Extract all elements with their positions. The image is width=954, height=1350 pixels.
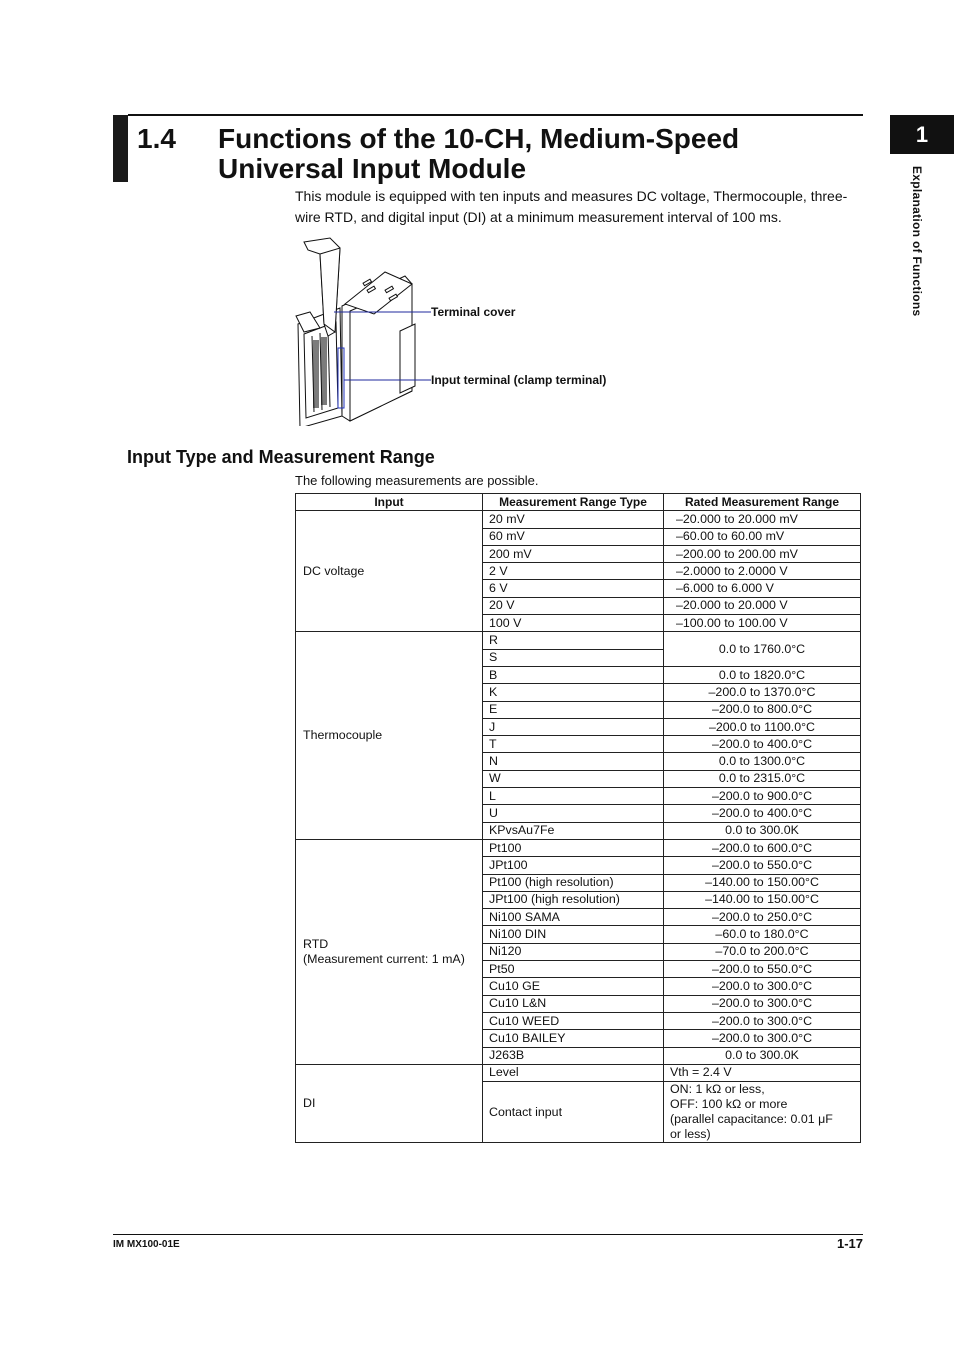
rated-range: –60.00 to 60.00 mV xyxy=(664,528,861,545)
rated-range: –200.0 to 400.0°C xyxy=(664,736,861,753)
rated-range: 0.0 to 2315.0°C xyxy=(664,770,861,787)
range-type: 2 V xyxy=(483,563,664,580)
measurement-range-table xyxy=(295,493,861,1143)
rated-range: –200.0 to 550.0°C xyxy=(664,961,861,978)
rated-range: –70.0 to 200.0°C xyxy=(664,943,861,960)
range-type: J xyxy=(483,718,664,735)
rated-range: ON: 1 kΩ or less, OFF: 100 kΩ or more (parallel capacitance: 0.01 μF or less) xyxy=(664,1082,861,1143)
range-type: Cu10 WEED xyxy=(483,1012,664,1029)
rated-range: –200.0 to 250.0°C xyxy=(664,909,861,926)
range-type: 20 mV xyxy=(483,511,664,528)
range-type: 60 mV xyxy=(483,528,664,545)
range-type: R xyxy=(483,632,664,649)
rated-range: Vth = 2.4 V xyxy=(664,1064,861,1081)
rated-range: –200.0 to 1100.0°C xyxy=(664,718,861,735)
range-type: 200 mV xyxy=(483,545,664,562)
range-type: S xyxy=(483,649,664,666)
footer-page-number: 1-17 xyxy=(836,1236,863,1251)
rated-range: –200.0 to 900.0°C xyxy=(664,788,861,805)
range-type: Ni120 xyxy=(483,943,664,960)
rated-range: –200.0 to 550.0°C xyxy=(664,857,861,874)
range-type: Cu10 BAILEY xyxy=(483,1030,664,1047)
chapter-tab[interactable]: 1 xyxy=(890,115,954,154)
range-type: 100 V xyxy=(483,615,664,632)
range-type: U xyxy=(483,805,664,822)
col-header-range-type: Measurement Range Type xyxy=(483,494,664,511)
rated-range: –6.000 to 6.000 V xyxy=(664,580,861,597)
range-type: Pt100 xyxy=(483,839,664,856)
rated-range: –20.000 to 20.000 mV xyxy=(664,511,861,528)
section-title-bar xyxy=(113,115,128,182)
range-type: Pt50 xyxy=(483,961,664,978)
table-row xyxy=(296,839,861,856)
group-dc-voltage: DC voltage xyxy=(296,511,483,632)
range-type: Pt100 (high resolution) xyxy=(483,874,664,891)
group-di: DI xyxy=(296,1064,483,1142)
table-row xyxy=(296,632,861,649)
range-type: Contact input xyxy=(483,1082,664,1143)
rated-range: –200.0 to 300.0°C xyxy=(664,1030,861,1047)
range-type: Ni100 SAMA xyxy=(483,909,664,926)
rated-range: –2.0000 to 2.0000 V xyxy=(664,563,861,580)
range-type: Cu10 L&N xyxy=(483,995,664,1012)
col-header-input: Input xyxy=(296,494,483,511)
label-terminal-cover: Terminal cover xyxy=(431,305,516,319)
range-type: JPt100 xyxy=(483,857,664,874)
rated-range: –60.0 to 180.0°C xyxy=(664,926,861,943)
rated-range: –200.0 to 300.0°C xyxy=(664,995,861,1012)
footer-rule xyxy=(113,1234,863,1235)
rated-range: –200.0 to 300.0°C xyxy=(664,978,861,995)
table-row xyxy=(296,511,861,528)
range-type: E xyxy=(483,701,664,718)
rated-range: 0.0 to 1300.0°C xyxy=(664,753,861,770)
range-type: B xyxy=(483,666,664,683)
subsection-text: The following measurements are possible. xyxy=(295,473,539,488)
section-title: Functions of the 10-CH, Medium-Speed Universal Input Module xyxy=(218,123,740,184)
chapter-label-text: Explanation of Functions xyxy=(910,166,924,317)
rated-range: –200.0 to 600.0°C xyxy=(664,839,861,856)
rated-range: 0.0 to 300.0K xyxy=(664,1047,861,1064)
range-type: N xyxy=(483,753,664,770)
subsection-title: Input Type and Measurement Range xyxy=(127,447,435,467)
range-type: Cu10 GE xyxy=(483,978,664,995)
rated-range: –20.000 to 20.000 V xyxy=(664,597,861,614)
range-type: L xyxy=(483,788,664,805)
section-intro: This module is equipped with ten inputs and measures DC voltage, Thermocouple, three-wire RTD, and digital input (DI) at a minimum measurement interval of 100 ms. xyxy=(295,188,848,225)
group-thermocouple: Thermocouple xyxy=(296,632,483,840)
range-type: Level xyxy=(483,1064,664,1081)
rated-range: –200.0 to 1370.0°C xyxy=(664,684,861,701)
rated-range: –140.00 to 150.00°C xyxy=(664,874,861,891)
rated-range: –200.0 to 800.0°C xyxy=(664,701,861,718)
range-type: KPvsAu7Fe xyxy=(483,822,664,839)
rated-range: 0.0 to 1820.0°C xyxy=(664,666,861,683)
rated-range: –100.00 to 100.00 V xyxy=(664,615,861,632)
range-type: K xyxy=(483,684,664,701)
rated-range: 0.0 to 1760.0°C xyxy=(664,632,861,667)
range-type: T xyxy=(483,736,664,753)
range-type: JPt100 (high resolution) xyxy=(483,891,664,908)
col-header-rated-range: Rated Measurement Range xyxy=(664,494,861,511)
header-rule xyxy=(128,114,863,116)
range-type: 20 V xyxy=(483,597,664,614)
rated-range: 0.0 to 300.0K xyxy=(664,822,861,839)
range-type: 6 V xyxy=(483,580,664,597)
label-input-terminal: Input terminal (clamp terminal) xyxy=(431,373,607,387)
table-row xyxy=(296,1064,861,1081)
rated-range: –200.0 to 300.0°C xyxy=(664,1012,861,1029)
chapter-label xyxy=(910,166,930,366)
range-type: J263B xyxy=(483,1047,664,1064)
footer-doc-id: IM MX100-01E xyxy=(113,1239,180,1250)
rated-range: –140.00 to 150.00°C xyxy=(664,891,861,908)
rated-range: –200.0 to 400.0°C xyxy=(664,805,861,822)
section-number: 1.4 xyxy=(137,123,176,154)
rated-range: –200.00 to 200.00 mV xyxy=(664,545,861,562)
table-header-row xyxy=(296,494,861,511)
module-illustration xyxy=(290,236,440,426)
range-type: W xyxy=(483,770,664,787)
group-rtd: RTD (Measurement current: 1 mA) xyxy=(296,839,483,1064)
range-type: Ni100 DIN xyxy=(483,926,664,943)
